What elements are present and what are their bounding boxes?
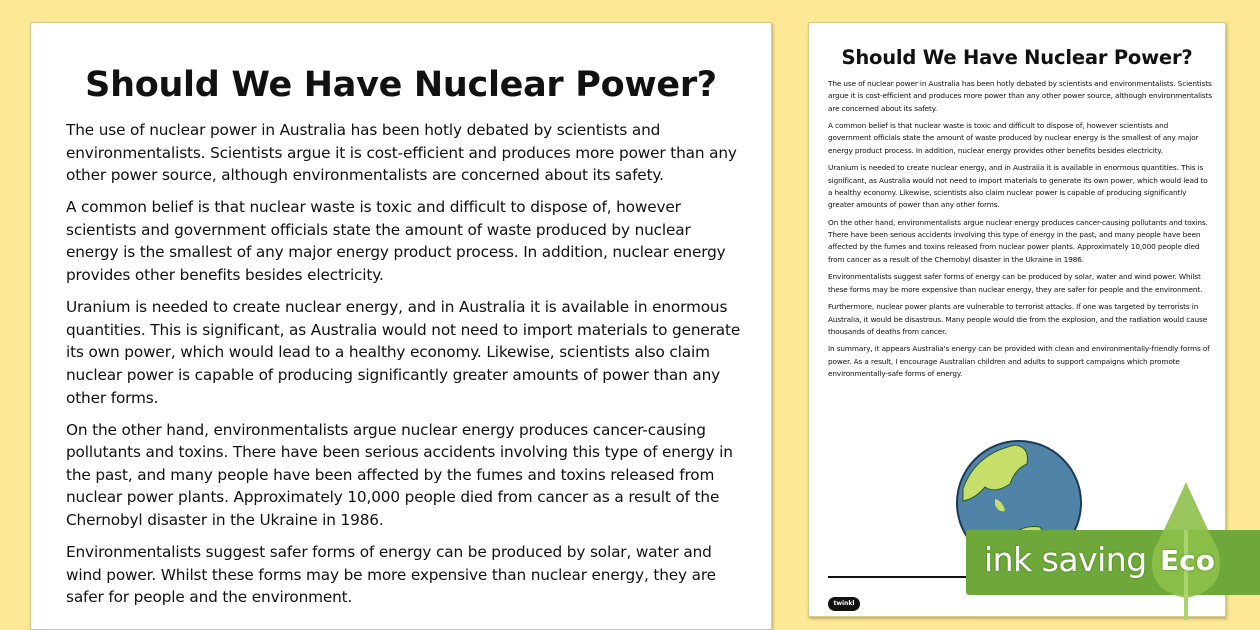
paragraph: On the other hand, environmentalists argue nuclear energy produces cancer-causing pollutants and toxins. There have been serious accidents involving this type of energy in the past, and many people have been affected by the fumes and toxins released from nuclear power plants. Approximately 10,000 people died from cancer as a result of the Chernobyl disaster in the Ukraine in 1986. (66, 420, 733, 529)
eco-label: Eco (1160, 544, 1215, 577)
document-body (828, 78, 1213, 386)
paragraph: Uranium is needed to create nuclear energy, and in Australia it is available in enormous quantities. This is significant, as Australia would not need to import materials to generate its own power, which would lead to a healthy economy. Likewise, scientists also claim nuclear power is capable of producing significantly greater amounts of power than any other forms. (828, 163, 1208, 210)
paragraph: Furthermore, nuclear power plants are vulnerable to terrorist attacks. If one was targeted by terrorists in Australia, it would be disastrous. Many people would die from the explosion, and the radiation would cause thousands of deaths from cancer. (828, 302, 1208, 336)
paragraph: Environmentalists suggest safer forms of energy can be produced by solar, water and wind power. Whilst these forms may be more expensive than nuclear energy, they are safer for people and the environment. (828, 272, 1203, 294)
paragraph: A common belief is that nuclear waste is toxic and difficult to dispose of, however scientists and government officials state the amount of waste produced by nuclear energy is the smallest of any major energy product process. In addition, nuclear energy provides other benefits besides electricity. (66, 198, 726, 285)
footer-rule (828, 576, 978, 578)
paragraph: On the other hand, environmentalists argue nuclear energy produces cancer-causing pollutants and toxins. There have been serious accidents involving this type of energy in the past, and many people have been affected by the fumes and toxins released from nuclear power plants. Approximately 10,000 people died from cancer as a result of the Chernobyl disaster in the Ukraine in 1986. (828, 217, 1208, 264)
twinkl-logo: twinkl (828, 597, 860, 611)
page-title: Should We Have Nuclear Power? (85, 65, 717, 105)
paragraph: Environmentalists suggest safer forms of energy can be produced by solar, water and wind power. Whilst these forms may be more expensive than nuclear energy, they are safer for people and the environment. (66, 543, 716, 607)
page-title: Should We Have Nuclear Power? (841, 46, 1193, 69)
document-body (66, 119, 741, 618)
ink-saving-label: ink saving (984, 540, 1147, 579)
paragraph: The use of nuclear power in Australia has been hotly debated by scientists and environmentalists. Scientists argue it is cost-efficient and produces more power than any other power source, although environmentalists are concerned about its safety. (66, 121, 737, 185)
paragraph: The use of nuclear power in Australia has been hotly debated by scientists and environmentalists. Scientists argue it is cost-efficient and produces more power than any other power source, although environmentalists are concerned about its safety. (828, 79, 1213, 113)
paragraph: A common belief is that nuclear waste is toxic and difficult to dispose of, however scientists and government officials state the amount of waste produced by nuclear energy is the smallest of any major energy product process. In addition, nuclear energy provides other benefits besides electricity. (828, 121, 1199, 155)
document-preview-large (30, 22, 772, 630)
paragraph: Uranium is needed to create nuclear energy, and in Australia it is available in enormous quantities. This is significant, as Australia would not need to import materials to generate its own power, which would lead to a healthy economy. Likewise, scientists also claim nuclear power is capable of producing significantly greater amounts of power than any other forms. (66, 298, 741, 407)
paragraph: In summary, it appears Australia's energy can be provided with clean and environmentally-friendly forms of power. As a result, I encourage Australian children and adults to support campaigns which promote environmentally-safe forms of energy. (828, 344, 1210, 379)
